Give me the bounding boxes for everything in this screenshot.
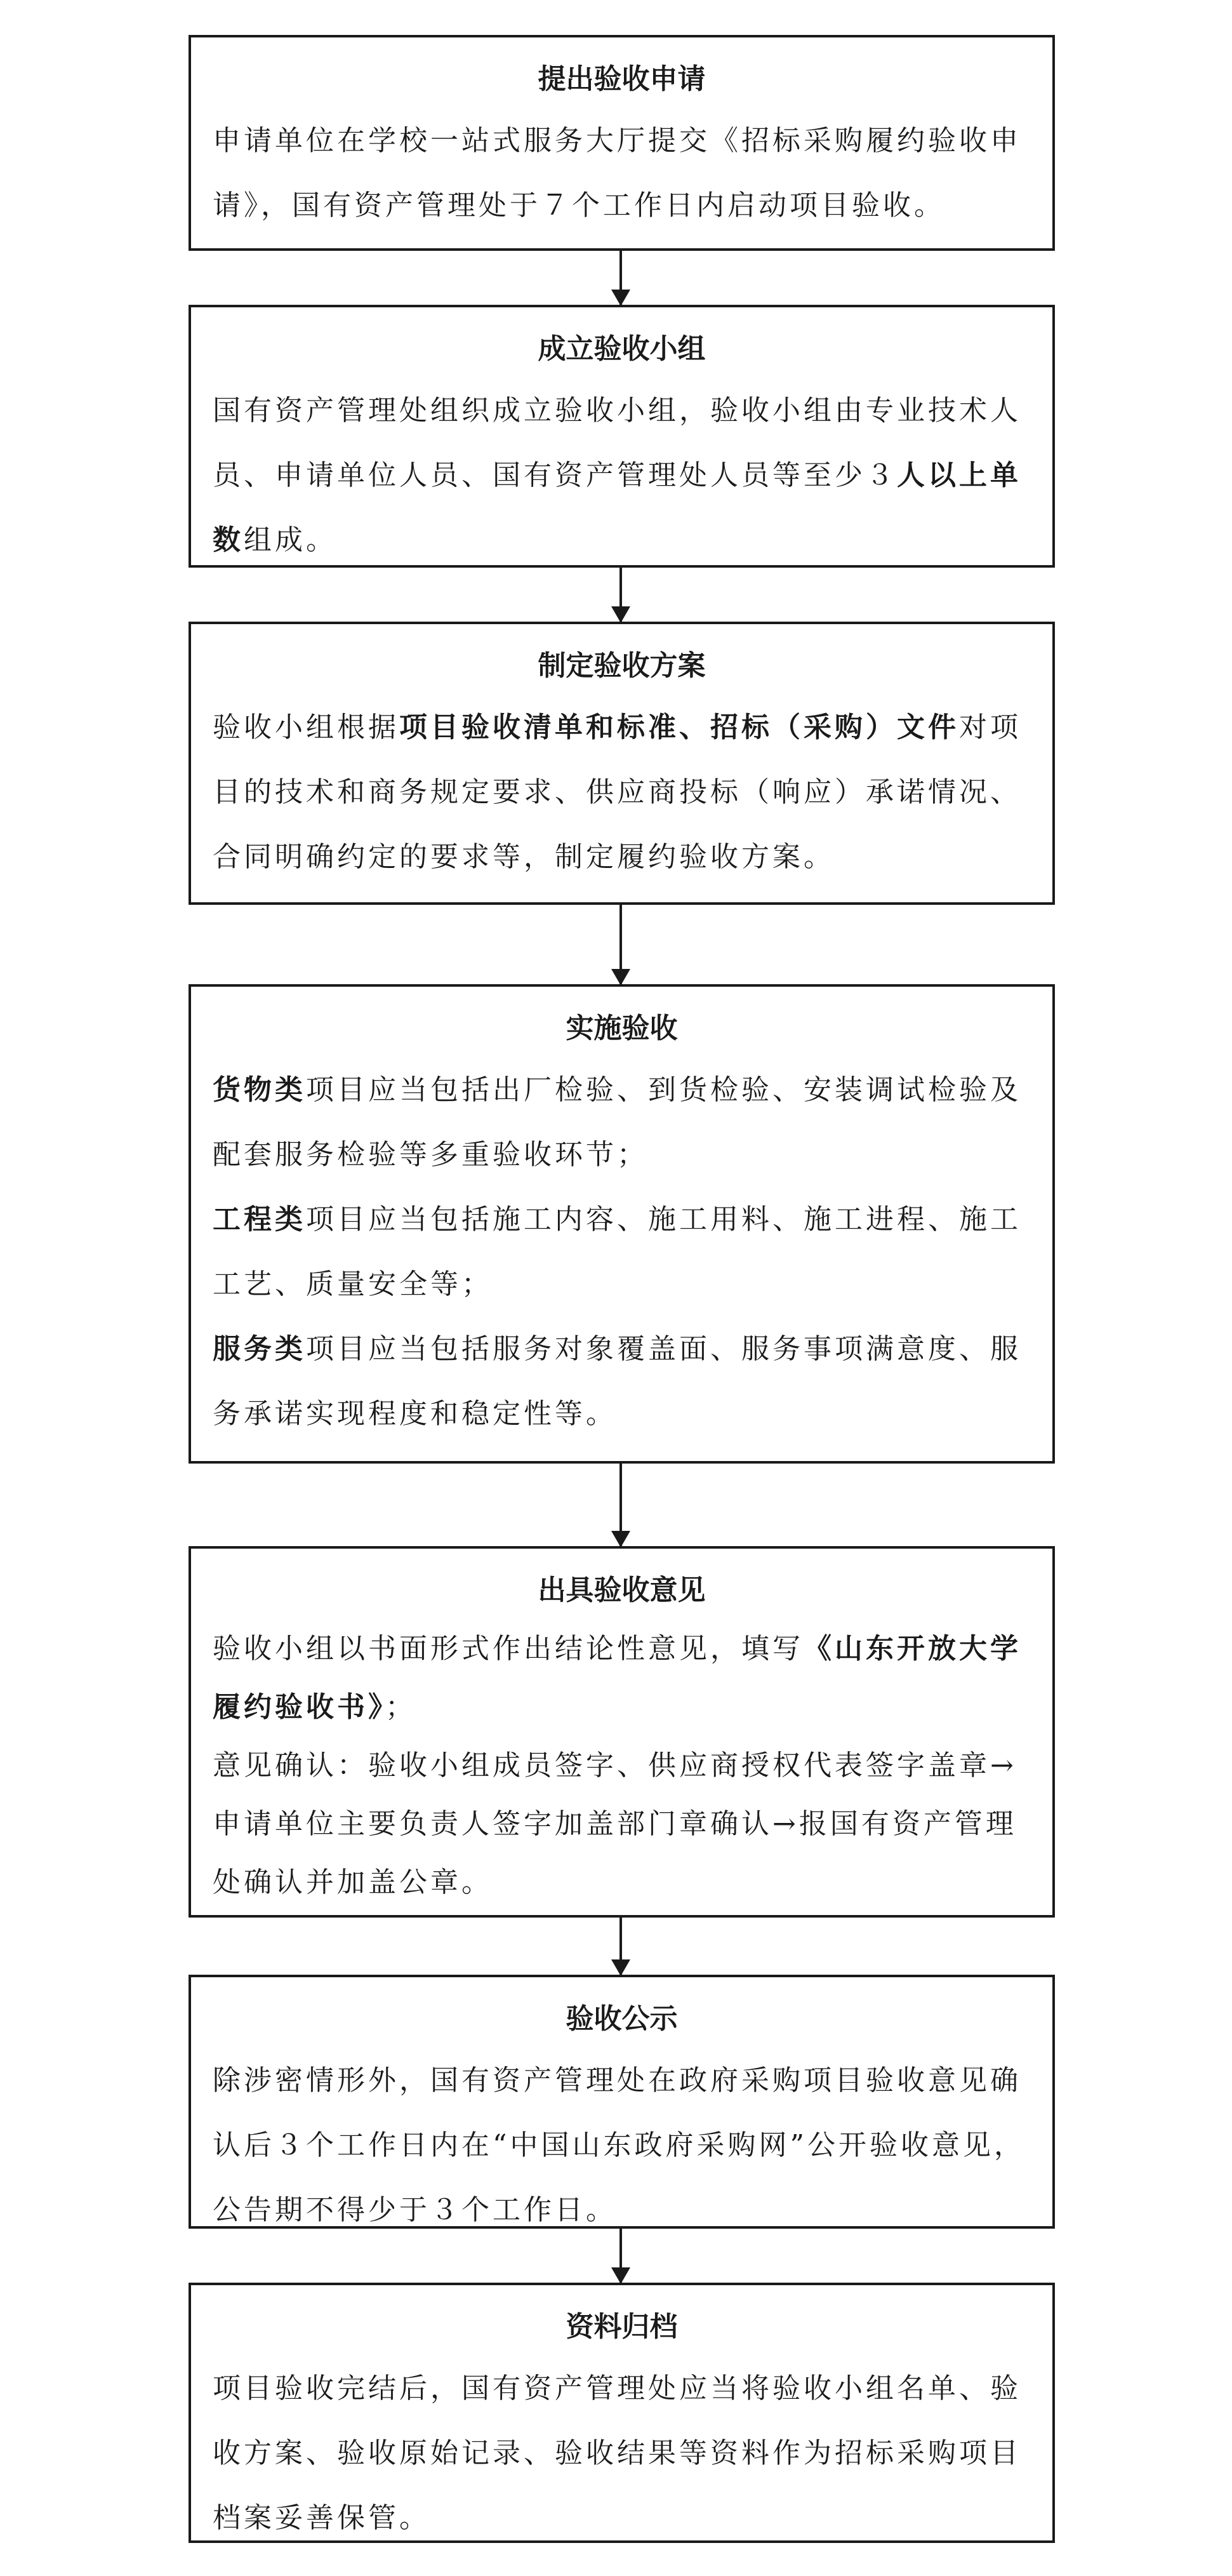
step-text: ；: [385, 1691, 416, 1723]
step-text-bold: 《山东开放大学履约验收书》: [213, 1632, 1021, 1723]
step-title: 资料归档: [566, 2311, 678, 2343]
step-box-submit-application: [189, 35, 1055, 251]
step-box-form-team: [189, 305, 1055, 568]
flow-arrow: [619, 2229, 622, 2283]
list-item: [213, 1058, 1033, 1187]
step-text: 除涉密情形外，国有资产管理处在政府采购项目验收意见确认后３个工作日内在“中国山东政府采购网”公开验收意见，公告期不得少于３个工作日。: [213, 2064, 1025, 2226]
step-title: 制定验收方案: [538, 650, 706, 682]
category-label: 工程类: [213, 1203, 306, 1236]
step-text: 申请单位在学校一站式服务大厅提交《招标采购履约验收申请》，国有资产管理处于７个工作日内启动项目验收。: [213, 124, 1021, 222]
step-text: 项目应当包括服务对象覆盖面、服务事项满意度、服务承诺实现程度和稳定性等。: [213, 1333, 1021, 1430]
category-label: 服务类: [213, 1333, 306, 1365]
flow-arrow: [619, 1464, 622, 1546]
list-item: [213, 1620, 1033, 1737]
flow-arrow: [619, 1918, 622, 1975]
step-text: 对项目的技术和商务规定要求、供应商投标（响应）承诺情况、合同明确约定的要求等，制定履约验收方案。: [213, 711, 1021, 873]
list-item: [213, 1317, 1033, 1446]
step-title: 提出验收申请: [538, 63, 706, 95]
category-label: 货物类: [213, 1074, 306, 1106]
step-title: 验收公示: [566, 2003, 678, 2035]
step-text: 意见确认：验收小组成员签字、供应商授权代表签字盖章→申请单位主要负责人签字加盖部门章确认→报国有资产管理处确认并加盖公章。: [213, 1749, 1017, 1899]
step-title: 成立验收小组: [538, 333, 706, 365]
flow-arrow: [619, 251, 622, 305]
step-text: 组成。: [244, 524, 337, 556]
step-title: 实施验收: [566, 1012, 678, 1044]
step-text: 验收小组根据: [213, 711, 399, 744]
step-text: 验收小组以书面形式作出结论性意见，填写: [213, 1632, 804, 1665]
step-text: 项目验收完结后，国有资产管理处应当将验收小组名单、验收方案、验收原始记录、验收结果等资料作为招标采购项目档案妥善保管。: [213, 2372, 1021, 2534]
step-text: 项目应当包括出厂检验、到货检验、安装调试检验及配套服务检验等多重验收环节；: [213, 1074, 1021, 1171]
step-text-bold: 项目验收清单和标准、招标（采购）文件: [399, 711, 959, 744]
step-title: 出具验收意见: [538, 1574, 706, 1606]
step-box-issue-opinion: [189, 1546, 1055, 1918]
step-text: 国有资产管理处组织成立验收小组，验收小组由专业技术人员、申请单位人员、国有资产管理处人员等至少３: [213, 394, 1021, 491]
flow-arrow: [619, 568, 622, 622]
step-box-publicity: [189, 1975, 1055, 2229]
step-box-make-plan: [189, 622, 1055, 905]
step-text: 项目应当包括施工内容、施工用料、施工进程、施工工艺、质量安全等；: [213, 1203, 1021, 1300]
step-text-bold: 人以上单数: [213, 459, 1021, 556]
flow-arrow: [619, 905, 622, 984]
step-box-implement: [189, 984, 1055, 1464]
list-item: [213, 1187, 1033, 1317]
step-box-archive: [189, 2283, 1055, 2543]
